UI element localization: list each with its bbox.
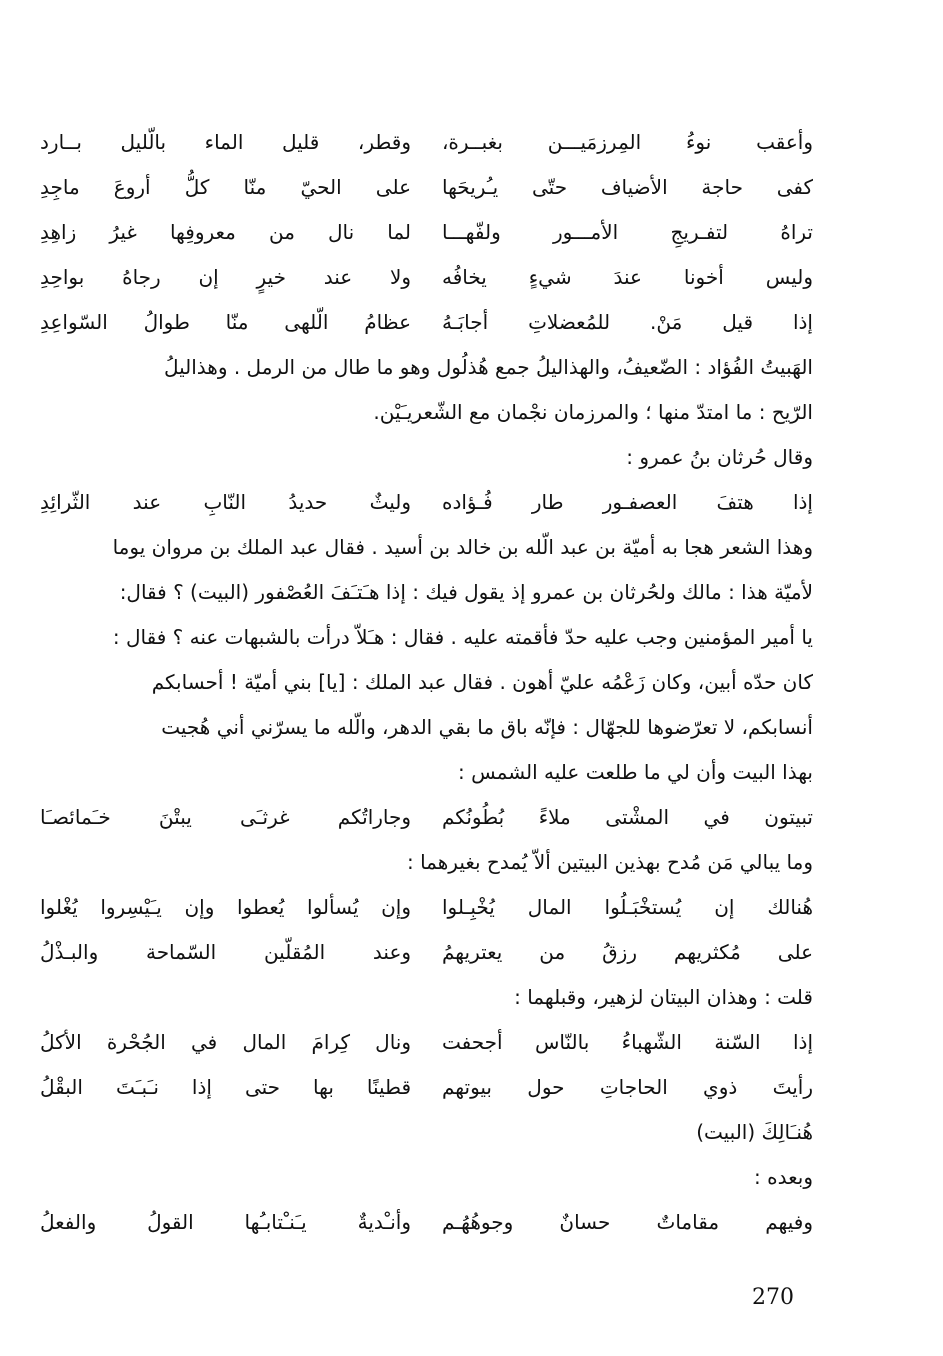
- hemistich-second: وقطر، قليل الماء بالّليل بــارد: [40, 130, 412, 154]
- verse-line: [40, 165, 813, 210]
- page-text: [40, 120, 813, 1245]
- hemistich-first: وأعقب نوءُ المِرزمَيـــن بغبــرة،: [441, 130, 813, 154]
- hemistich-first: وفيهم مقاماتٌ حسانٌ وجوهُهُـم: [441, 1210, 813, 1234]
- hemistich-second: وليثٌ حديدُ النّابِ عند الثّرائِدِ: [40, 490, 412, 514]
- prose-line: وهذا الشعر هجا به أميّة بن عبد الّله بن خالد بن أسيد . فقال عبد الملك بن مروان يوما: [112, 535, 813, 559]
- hemistich-first: على مُكثريهم رزقُ من يعتريهمُ: [441, 940, 813, 964]
- hemistich-second: وأنـْديةٌ يـَنـْتابـُها القولُ والفعلُ: [40, 1210, 412, 1234]
- prose-line: الرّيح : ما امتدّ منها ؛ والمرزمان نجْمان مع الشّعريـَيْن.: [373, 400, 813, 424]
- prose-line: الهَبيتُ الفُؤاد : الضّعيفُ، والهذاليلُ جمع هُذلُول وهو ما طال من الرمل . وهذاليلُ: [163, 355, 813, 379]
- verse-line: [40, 480, 813, 525]
- prose-line: هُنـَالِكَ (البيت): [696, 1120, 813, 1144]
- hemistich-first: كفى حاجة الأضياف حتّى يـُريحَها: [441, 175, 813, 199]
- hemistich-first: تبيتون في المشْتى ملاءً بُطُونُكم: [441, 805, 813, 829]
- prose-line: وقال حُرثان بنُ عمرو :: [626, 445, 813, 469]
- verse-line: [40, 795, 813, 840]
- prose-line: كان حدّه أبين، وكان زَعْمُه عليّ أهون . فقال عبد الملك : [يا] بني أميّة ! أحسابكم: [151, 670, 813, 694]
- verse-line: [40, 1065, 813, 1110]
- verse-line: [40, 255, 813, 300]
- verse-line: [40, 930, 813, 975]
- hemistich-first: رأيتَ ذوي الحاجاتِ حول بيوتهم: [441, 1075, 813, 1099]
- hemistich-second: على الحيّ منّا كلُّ أروعَ ماجِدِ: [40, 175, 412, 199]
- verse-line: [40, 210, 813, 255]
- hemistich-second: عظامُ الّلهى منّا طوالُ السّواعِدِ: [40, 310, 412, 334]
- hemistich-second: ونال كِرامَ المال في الجُحْرة الأكلُ: [40, 1030, 412, 1054]
- verse-line: [40, 120, 813, 165]
- prose-line: بهذا البيت وأن لي ما طلعت عليه الشمس :: [458, 760, 813, 784]
- hemistich-second: وعند المُقلّين السّماحة والبـذْلُ: [40, 940, 412, 964]
- hemistich-first: إذا هتفَ العصفـور طار فُـؤاده: [441, 490, 813, 514]
- hemistich-second: لما نال من معروفِها غيرُ زاهِدِ: [40, 220, 412, 244]
- verse-line: [40, 1020, 813, 1065]
- prose-line: لأميّة هذا : مالك ولحُرثان بن عمرو إذ يقول فيك : إذا هـَتـَفَ العُصْفور (البيت) ؟ فقال:: [119, 580, 813, 604]
- hemistich-first: تراهُ لتفـريجِ الأمـــور ولفّهـــا: [441, 220, 813, 244]
- verse-line: [40, 1200, 813, 1245]
- verse-line: [40, 300, 813, 345]
- hemistich-second: وجاراتُكم غرثـَى يبتْنَ خـَمائصـَا: [40, 805, 412, 829]
- prose-line: قلت : وهذان البيتان لزهير، وقبلهما :: [514, 985, 813, 1009]
- prose-line: يا أمير المؤمنين وجب عليه حدّ فأقمته عليه . فقال : هـَلاّ درأت بالشبهات عنه ؟ فقال :: [112, 625, 813, 649]
- hemistich-first: وليس أخونا عندَ شيءٍ يخافُه: [441, 265, 813, 289]
- hemistich-first: إذا السّنة الشّهباءُ بالنّاس أجحفت: [441, 1030, 813, 1054]
- hemistich-second: قطينًا بها حتى إذا نـَبـَتَ البقْلُ: [40, 1075, 412, 1099]
- hemistich-second: وإن يُسألوا يُعطوا وإن يـَيْسِروا يُغْلوا: [40, 895, 412, 919]
- prose-line: وما يبالي مَن مُدح بهذين البيتين ألاّ يُمدح بغيرهما :: [406, 850, 813, 874]
- prose-line: أنسابكم، لا تعرّضوها للجهّال : فإنّه باق ما بقي الدهر، والّله ما يسرّني أني هُجيت: [161, 715, 813, 739]
- hemistich-second: ولا عند خيرٍ إن رجاهُ بواحِدِ: [40, 265, 412, 289]
- page-number: 270: [752, 1285, 794, 1310]
- hemistich-first: إذا قيل مَنْ. للمُعضلاتِ أجابَـهُ: [441, 310, 813, 334]
- hemistich-first: هُنالك إن يُستخْبَـلُوا المال يُخْبِـلوا: [441, 895, 813, 919]
- verse-line: [40, 885, 813, 930]
- prose-line: وبعده :: [754, 1165, 813, 1189]
